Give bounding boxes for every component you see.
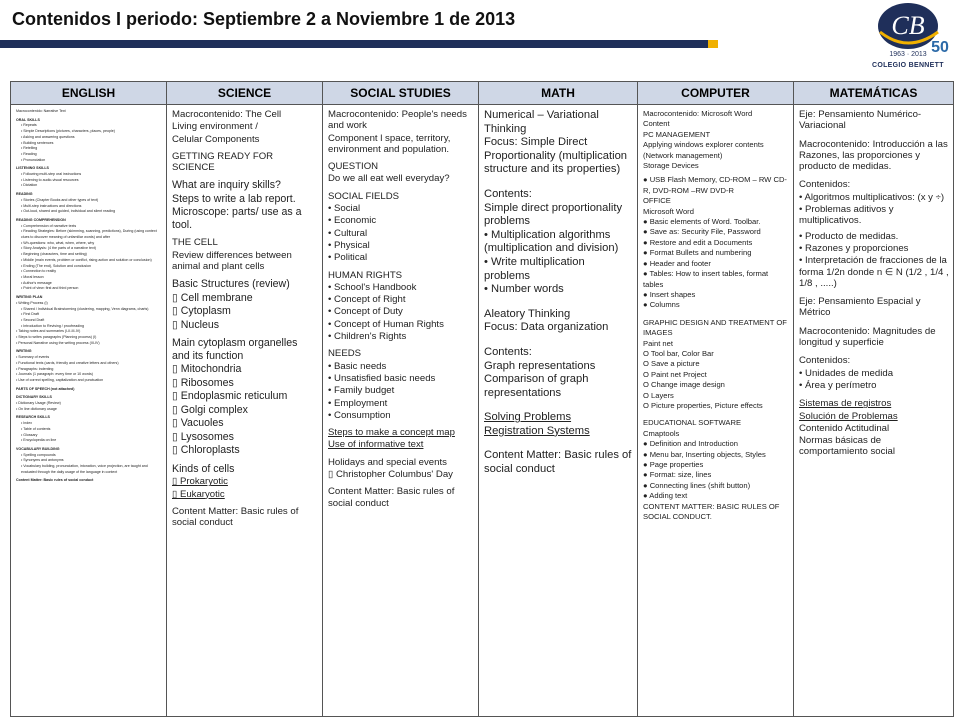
- english-line: RESEARCH SKILLS: [16, 415, 50, 420]
- english-line: • Stories (Chapter Books and other types of text): [21, 197, 99, 202]
- social-line: • Political: [328, 252, 368, 264]
- social-line: • Basic needs: [328, 360, 387, 372]
- social-line: Component l space, territory, environment and population.: [328, 132, 451, 155]
- computer-line: ● Columns: [643, 300, 680, 310]
- english-line: • Functional texts (cards, friendly and creative letters and others): [16, 360, 119, 365]
- title-underline-bar: [0, 40, 708, 48]
- computer-line: ● Format Bullets and numbering: [643, 248, 752, 258]
- english-line: • Retelling: [21, 146, 38, 151]
- english-line: • Second Draft: [21, 317, 45, 322]
- social-line: • Unsatisfied basic needs: [328, 372, 436, 384]
- english-line: • Dictation: [21, 183, 38, 188]
- english-line: • Spelling compounds: [21, 452, 56, 457]
- computer-line: ● Definition and Introduction: [643, 439, 738, 449]
- english-line: • Journals (1 paragraph: every time or 10 words): [16, 372, 93, 377]
- english-line: • Use of correct spelling, capitalization and punctuation: [16, 377, 104, 382]
- social-line: • Social: [328, 203, 361, 215]
- computer-line: Storage Devices: [643, 161, 699, 171]
- matematicas-line: Macrocontenido: Introducción a las Razones, las proporciones y producto de medidas.: [799, 138, 948, 173]
- english-line: • Steps to writes paragraphs (Planning process) (I): [16, 335, 97, 340]
- science-line: Review differences between animal and plant cells: [172, 249, 292, 273]
- content-table: [10, 81, 954, 717]
- matematicas-line: Contenidos:: [799, 179, 851, 191]
- social-line: Use of informative text: [328, 439, 424, 451]
- science-line: Steps to write a lab report.: [172, 192, 296, 205]
- computer-line: PC MANAGEMENT: [643, 129, 711, 139]
- english-line: READING: [16, 192, 33, 197]
- title-accent-bar: [708, 40, 718, 48]
- english-line: • Listening to audio-visual resources: [21, 177, 79, 182]
- english-content: [16, 109, 162, 484]
- science-line: Kinds of cells: [172, 462, 235, 475]
- computer-line: ● Format: size, lines: [643, 470, 712, 480]
- english-line: • Beginning (characters, time and setting): [21, 252, 87, 257]
- math-line: Focus: Data organization: [484, 321, 609, 334]
- computer-line: ● Connecting lines (shift button): [643, 480, 751, 490]
- computer-line: O Save a picture: [643, 359, 700, 369]
- english-line: • Encyclopedia on line: [21, 438, 57, 443]
- matematicas-content: [799, 109, 949, 458]
- computer-line: OFFICE: [643, 196, 671, 206]
- science-line: ▯ Endoplasmic reticulum: [172, 390, 288, 403]
- computer-line: ● Insert shapes: [643, 289, 696, 299]
- social-line: • Children's Rights: [328, 331, 407, 343]
- social-line: Holidays and special events: [328, 456, 447, 468]
- matematicas-line: Eje: Pensamiento Espacial y Métrico: [799, 296, 921, 319]
- matematicas-line: • Razones y proporciones: [799, 242, 909, 254]
- header-computer: COMPUTER: [638, 82, 794, 105]
- computer-line: ● Adding text: [643, 491, 688, 501]
- computer-line: ● USB Flash Memory, CD-ROM – RW CD-R, DVD-ROM –RW DVD-R: [643, 175, 787, 195]
- social-line: Do we all eat well everyday?: [328, 173, 450, 185]
- math-line: Contents:: [484, 345, 532, 358]
- science-line: Main cytoplasm organelles and its function: [172, 337, 298, 362]
- social-line: • Employment: [328, 397, 388, 409]
- matematicas-line: • Problemas aditivos y multiplicativos.: [799, 204, 894, 227]
- computer-line: Applying windows explorer contents (Network management): [643, 140, 764, 160]
- computer-line: O Tool bar, Color Bar: [643, 348, 714, 358]
- english-line: • First Draft: [21, 312, 40, 317]
- matematicas-line: • Área y perímetro: [799, 379, 877, 391]
- social-line: • Concept of Duty: [328, 306, 403, 318]
- logo-years: 1963 · 2013: [889, 51, 927, 58]
- computer-line: Macrocontenido: Microsoft Word: [643, 109, 753, 118]
- computer-line: ● Save as: Security File, Password: [643, 227, 761, 237]
- matematicas-line: Contenidos:: [799, 355, 851, 367]
- english-line: • Building sentences: [21, 140, 54, 145]
- science-line: ▯ Cell membrane: [172, 291, 253, 304]
- science-line: ▯ Eukaryotic: [172, 488, 225, 500]
- english-line: • Author's message: [21, 280, 52, 285]
- english-cell: [11, 105, 167, 717]
- english-line: • Ending (The end), Solution and conclusion: [21, 263, 91, 268]
- computer-cell: [638, 105, 794, 717]
- science-line: GETTING READY FOR SCIENCE: [172, 150, 274, 174]
- matematicas-line: Eje: Pensamiento Numérico-Variacional: [799, 109, 922, 132]
- english-line: • On line dictionary usage: [16, 406, 57, 411]
- math-line: • Number words: [484, 283, 564, 296]
- table-row: [11, 105, 954, 717]
- matematicas-line: Sistemas de registros: [799, 398, 892, 410]
- english-line: • Reading: [21, 151, 37, 156]
- header-math: MATH: [479, 82, 638, 105]
- science-line: ▯ Mitochondria: [172, 363, 242, 376]
- english-line: • Multi-step instructions and directions: [21, 203, 82, 208]
- logo-number: 50: [931, 39, 949, 56]
- matematicas-line: Contenido Actitudinal: [799, 422, 890, 434]
- computer-line: ● Tables: How to insert tables, format tables: [643, 269, 769, 289]
- header-matematicas: MATEMÁTICAS: [794, 82, 954, 105]
- computer-content: [643, 109, 789, 522]
- english-line: • Wh-questions: who, what, when, where, why: [21, 240, 95, 245]
- computer-line: ● Header and footer: [643, 258, 711, 268]
- science-line: Celular Components: [172, 133, 260, 145]
- computer-line: ● Menu bar, Inserting objects, Styles: [643, 449, 766, 459]
- science-line: ▯ Golgi complex: [172, 403, 248, 416]
- computer-line: Cmaptools: [643, 428, 680, 438]
- math-line: Content Matter: Basic rules of social conduct: [484, 449, 632, 476]
- math-line: Aleatory Thinking: [484, 307, 571, 320]
- science-line: Living environment /: [172, 121, 258, 133]
- science-line: ▯ Cytoplasm: [172, 305, 231, 318]
- english-line: • Taking notes and summaries (I-II-III-IV): [16, 329, 81, 334]
- matematicas-line: • Algoritmos multiplicativos: (x y ÷): [799, 191, 945, 203]
- english-line: • Comprehension of narrative texts: [21, 223, 77, 228]
- english-line: WRITING PLAN: [16, 295, 43, 300]
- english-line: Macrocontenido: Narrative Text: [16, 109, 66, 113]
- computer-line: O Change image design: [643, 380, 725, 390]
- social-line: • Cultural: [328, 227, 368, 239]
- social-line: Macrocontenido: People's needs and work: [328, 109, 467, 132]
- header-science: SCIENCE: [167, 82, 323, 105]
- computer-line: ● Basic elements of Word. Toolbar.: [643, 217, 761, 227]
- social-line: SOCIAL FIELDS: [328, 190, 400, 202]
- english-line: • Simple Descriptions (pictures, characters, places, people): [21, 129, 115, 134]
- math-line: Contents:: [484, 187, 532, 200]
- science-line: ▯ Vacuoles: [172, 417, 224, 430]
- science-line: ▯ Chloroplasts: [172, 444, 240, 457]
- computer-line: Microsoft Word: [643, 206, 694, 216]
- english-line: • Index: [21, 421, 33, 426]
- computer-line: O Picture properties, Picture effects: [643, 400, 763, 410]
- english-line: READING COMPREHENSION: [16, 217, 66, 222]
- science-line: ▯ Lysosomes: [172, 430, 234, 443]
- english-line: • Introduction to Revising / proofreading: [21, 323, 84, 328]
- math-line: • Multiplication algorithms (multiplication and division): [484, 228, 619, 255]
- social-studies-content: [328, 109, 474, 509]
- matematicas-line: • Producto de medidas.: [799, 230, 899, 242]
- header-social-studies: SOCIAL STUDIES: [323, 82, 479, 105]
- computer-line: CONTENT MATTER: BASIC RULES OF SOCIAL CONDUCT.: [643, 501, 780, 522]
- english-line: • Connection to reality: [21, 269, 57, 274]
- matematicas-line: Macrocontenido: Magnitudes de longitud y superficie: [799, 325, 936, 349]
- english-line: • Summary of events: [16, 355, 50, 360]
- math-line: Numerical – Variational Thinking: [484, 109, 599, 135]
- english-line: • Reading Strategies: Before (skimming, scanning, predictions), During (using context clues to discover meaning of unfamiliar words) and after: [21, 229, 157, 240]
- school-logo: [864, 2, 954, 66]
- logo-emblem-icon: [864, 2, 954, 66]
- english-line: • Pronunciation: [21, 157, 46, 162]
- math-line: • Write multiplication problems: [484, 255, 585, 282]
- science-line: ▯ Ribosomes: [172, 376, 234, 389]
- math-line: Simple direct proportionality problems: [484, 201, 623, 228]
- english-line: PARTS OF SPEECH (not attached): [16, 386, 75, 391]
- english-line: VOCABULARY BUILDING: [16, 446, 60, 451]
- computer-line: ● Page properties: [643, 460, 704, 469]
- header-english: ENGLISH: [11, 82, 167, 105]
- matematicas-cell: [794, 105, 954, 717]
- social-line: QUESTION: [328, 161, 379, 173]
- english-line: • Asking and answering questions: [21, 134, 75, 139]
- english-line: • Paragraphs: indenting: [16, 366, 54, 371]
- science-line: Macrocontenido: The Cell: [172, 109, 282, 120]
- computer-line: EDUCATIONAL SOFTWARE: [643, 418, 742, 428]
- math-line: Graph representations: [484, 359, 596, 372]
- computer-line: O Paint net Project: [643, 369, 707, 379]
- social-line: • Family budget: [328, 385, 395, 397]
- science-line: Microscope: parts/ use as a tool.: [172, 206, 302, 231]
- english-line: • Personal Narrative using the writing process (III-IV): [16, 340, 100, 345]
- math-line: Focus: Simple Direct Proportionality (multiplication structure and its properties): [484, 136, 628, 176]
- english-line: • Following multi-step oral instructions: [21, 172, 82, 177]
- logo-initials: CB: [891, 11, 925, 40]
- social-line: • Physical: [328, 239, 370, 251]
- table-header-row: [11, 82, 954, 105]
- english-line: • Glossary: [21, 432, 38, 437]
- social-line: ▯ Christopher Columbus' Day: [328, 469, 453, 481]
- english-line: • Point of view: first and third person: [21, 286, 79, 291]
- matematicas-line: • Interpretación de fracciones de la forma 1/2n donde n ∈ N (1/2 , 1/4 , 1/8 , .....): [799, 255, 949, 289]
- english-line: • Table of contents: [21, 426, 51, 431]
- science-content: [172, 109, 318, 529]
- science-line: ▯ Prokaryotic: [172, 476, 228, 488]
- english-line: • Out-loud, shared and guided, individual and silent reading: [21, 209, 116, 214]
- math-line: Comparison of graph representations: [484, 373, 589, 399]
- english-line: • Story Analysis: (4 the parts of a narrative text): [21, 246, 96, 251]
- matematicas-line: Normas básicas de comportamiento social: [799, 435, 895, 458]
- social-studies-cell: [323, 105, 479, 717]
- english-line: LISTENING SKILLS: [16, 166, 49, 171]
- science-line: THE CELL: [172, 237, 218, 249]
- english-line: • Synonyms and antonyms: [21, 458, 64, 463]
- english-line: • Repeats: [21, 123, 37, 128]
- social-line: • Concept of Human Rights: [328, 318, 444, 330]
- english-line: • Shared / Individual Brainstorming (clustering, mapping, Venn diagrams, charts): [21, 306, 149, 311]
- science-line: ▯ Nucleus: [172, 318, 220, 331]
- math-content: [484, 109, 633, 477]
- english-line: • Middle (main events, problem or conflict, rising action and solution or conclusion): [21, 257, 152, 262]
- math-line: Solving Problems: [484, 411, 572, 424]
- social-line: • Concept of Right: [328, 294, 406, 306]
- english-line: • Moral lesson: [21, 274, 44, 279]
- math-cell: [479, 105, 638, 717]
- science-cell: [167, 105, 323, 717]
- science-line: What are inquiry skills?: [172, 179, 281, 192]
- english-line: • Dictionary Usage (Review): [16, 401, 61, 406]
- matematicas-line: • Unidades de medida: [799, 367, 894, 379]
- social-line: • Consumption: [328, 409, 391, 421]
- page-title: Contenidos I periodo: Septiembre 2 a Noviembre 1 de 2013: [12, 9, 516, 29]
- logo-caption: COLEGIO BENNETT: [872, 62, 944, 69]
- computer-line: GRAPHIC DESIGN AND TREATMENT OF IMAGES: [643, 317, 787, 338]
- computer-line: Paint net: [643, 338, 673, 348]
- computer-line: Content: [643, 119, 670, 129]
- social-line: Content Matter: Basic rules of social conduct: [328, 486, 455, 509]
- social-line: • Economic: [328, 215, 377, 227]
- math-line: Registration Systems: [484, 424, 590, 437]
- computer-line: O Layers: [643, 390, 674, 400]
- english-line: DICTIONARY SKILLS: [16, 395, 52, 400]
- english-line: ORAL SKILLS: [16, 117, 40, 122]
- science-line: Content Matter: Basic rules of social conduct: [172, 505, 299, 529]
- science-line: Basic Structures (review): [172, 278, 290, 291]
- computer-line: ● Restore and edit a Documents: [643, 237, 753, 247]
- social-line: • School's Handbook: [328, 281, 417, 293]
- english-line: • Vocabulary building, pronunciation, intonation, voice projection, are taught and evaluated through the daily usage of the language in context: [21, 464, 148, 474]
- english-line: • Writing Process (I): [16, 300, 48, 305]
- matematicas-line: Solución de Problemas: [799, 410, 898, 422]
- english-line: WRITING: [16, 349, 32, 354]
- social-line: Steps to make a concept map: [328, 427, 455, 439]
- social-line: NEEDS: [328, 348, 362, 360]
- english-line: Content Matter: Basic rules of social conduct: [16, 478, 94, 483]
- social-line: HUMAN RIGHTS: [328, 269, 403, 281]
